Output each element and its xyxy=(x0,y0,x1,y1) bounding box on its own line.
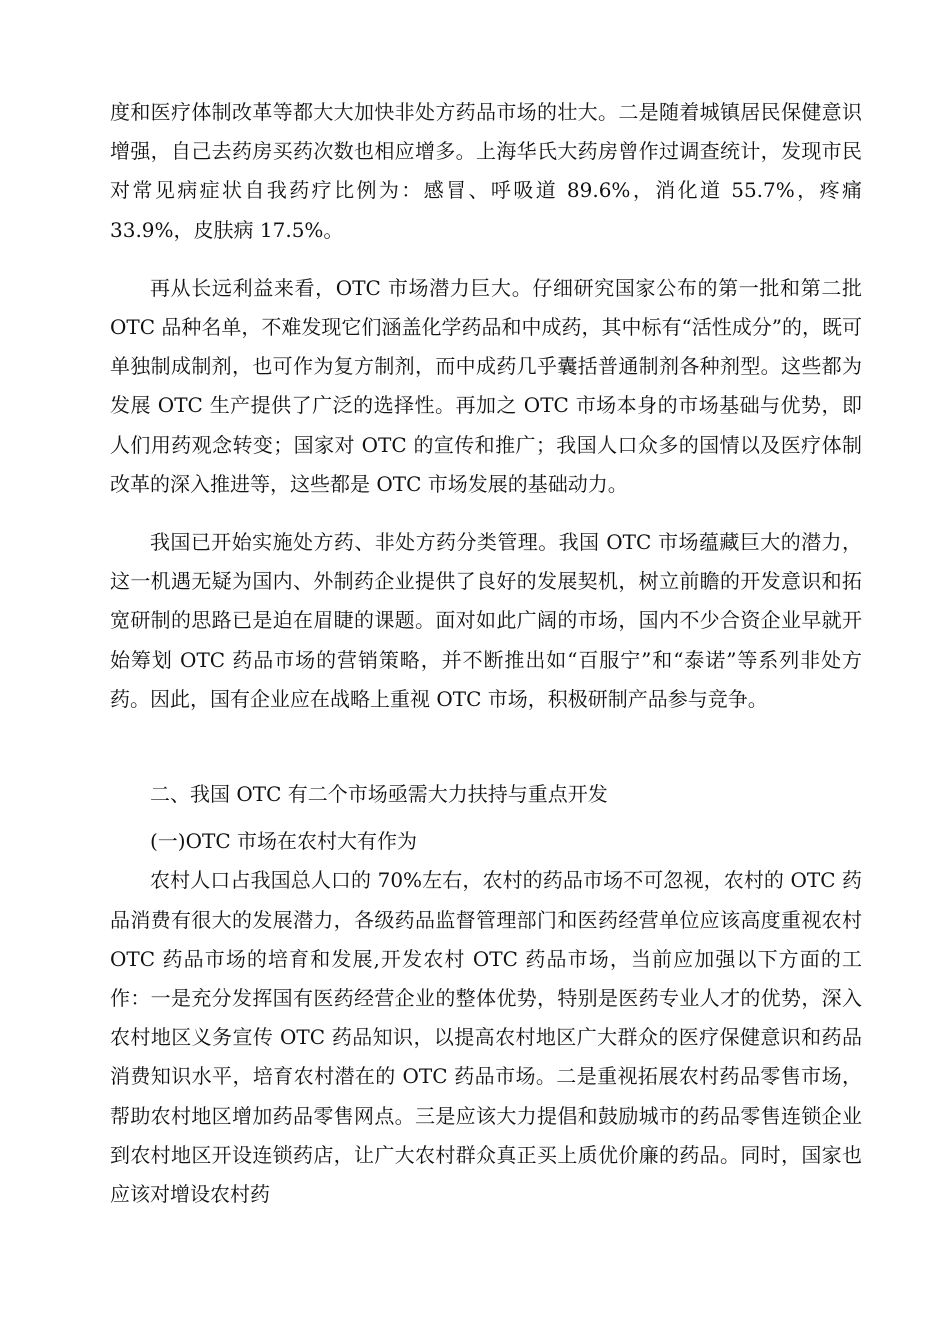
section-heading: 二、我国 OTC 有二个市场亟需大力扶持与重点开发 xyxy=(150,782,608,807)
paragraph-classification: 我国已开始实施处方药、非处方药分类管理。我国 OTC 市场蕴藏巨大的潜力，这一机遇无疑为国内、外制药企业提供了良好的发展契机，树立前瞻的开发意识和拓宽研制的思路已是迫在眉睫的课题。面对如此广阔的市场，国内不少合资企业早就开始筹划 OTC 药品市场的营销策略，并不断推出如“百服宁”和“泰诺”等系列非处方药。因此，国有企业应在战略上重视 OTC 市场，积极研制产品参与竞争。 xyxy=(110,530,862,711)
paragraph-continued: 度和医疗体制改革等都大大加快非处方药品市场的壮大。二是随着城镇居民保健意识增强，自己去药房买药次数也相应增多。上海华氏大药房曾作过调查统计，发现市民对常见病症状自我药疗比例为：感冒、呼吸道 89.6%，消化道 55.7%，疼痛 33.9%，皮肤病 17.5%。 xyxy=(110,100,862,242)
paragraph-otc-potential: 再从长远利益来看，OTC 市场潜力巨大。仔细研究国家公布的第一批和第二批 OTC 品种名单，不难发现它们涵盖化学药品和中成药，其中标有“活性成分”的，既可单独制成制剂，也可作为复方制剂，而中成药几乎囊括普通制剂各种剂型。这些都为发展 OTC 生产提供了广泛的选择性。再加之 OTC 市场本身的市场基础与优势，即人们用药观念转变；国家对 OTC 的宣传和推广；我国人口众多的国情以及医疗体制改革的深入推进等，这些都是 OTC 市场发展的基础动力。 xyxy=(110,275,862,496)
document-page xyxy=(110,93,862,1214)
subsection-heading: (一)OTC 市场在农村大有作为 xyxy=(150,829,418,854)
paragraph-rural-market: 农村人口占我国总人口的 70%左右，农村的药品市场不可忽视，农村的 OTC 药品消费有很大的发展潜力，各级药品监督管理部门和医药经营单位应该高度重视农村 OTC 药品市场的培育和发展,开发农村 OTC 药品市场，当前应加强以下方面的工作：一是充分发挥国有医药经营企业的整体优势，特别是医药专业人才的优势，深入农村地区义务宣传 OTC 药品知识，以提高农村地区广大群众的医疗保健意识和药品消费知识水平，培育农村潜在的 OTC 药品市场。二是重视拓展农村药品零售市场，帮助农村地区增加药品零售网点。三是应该大力提倡和鼓励城市的药品零售连锁企业到农村地区开设连锁药店，让广大农村群众真正买上质优价廉的药品。同时，国家也应该对增设农村药 xyxy=(110,868,862,1207)
